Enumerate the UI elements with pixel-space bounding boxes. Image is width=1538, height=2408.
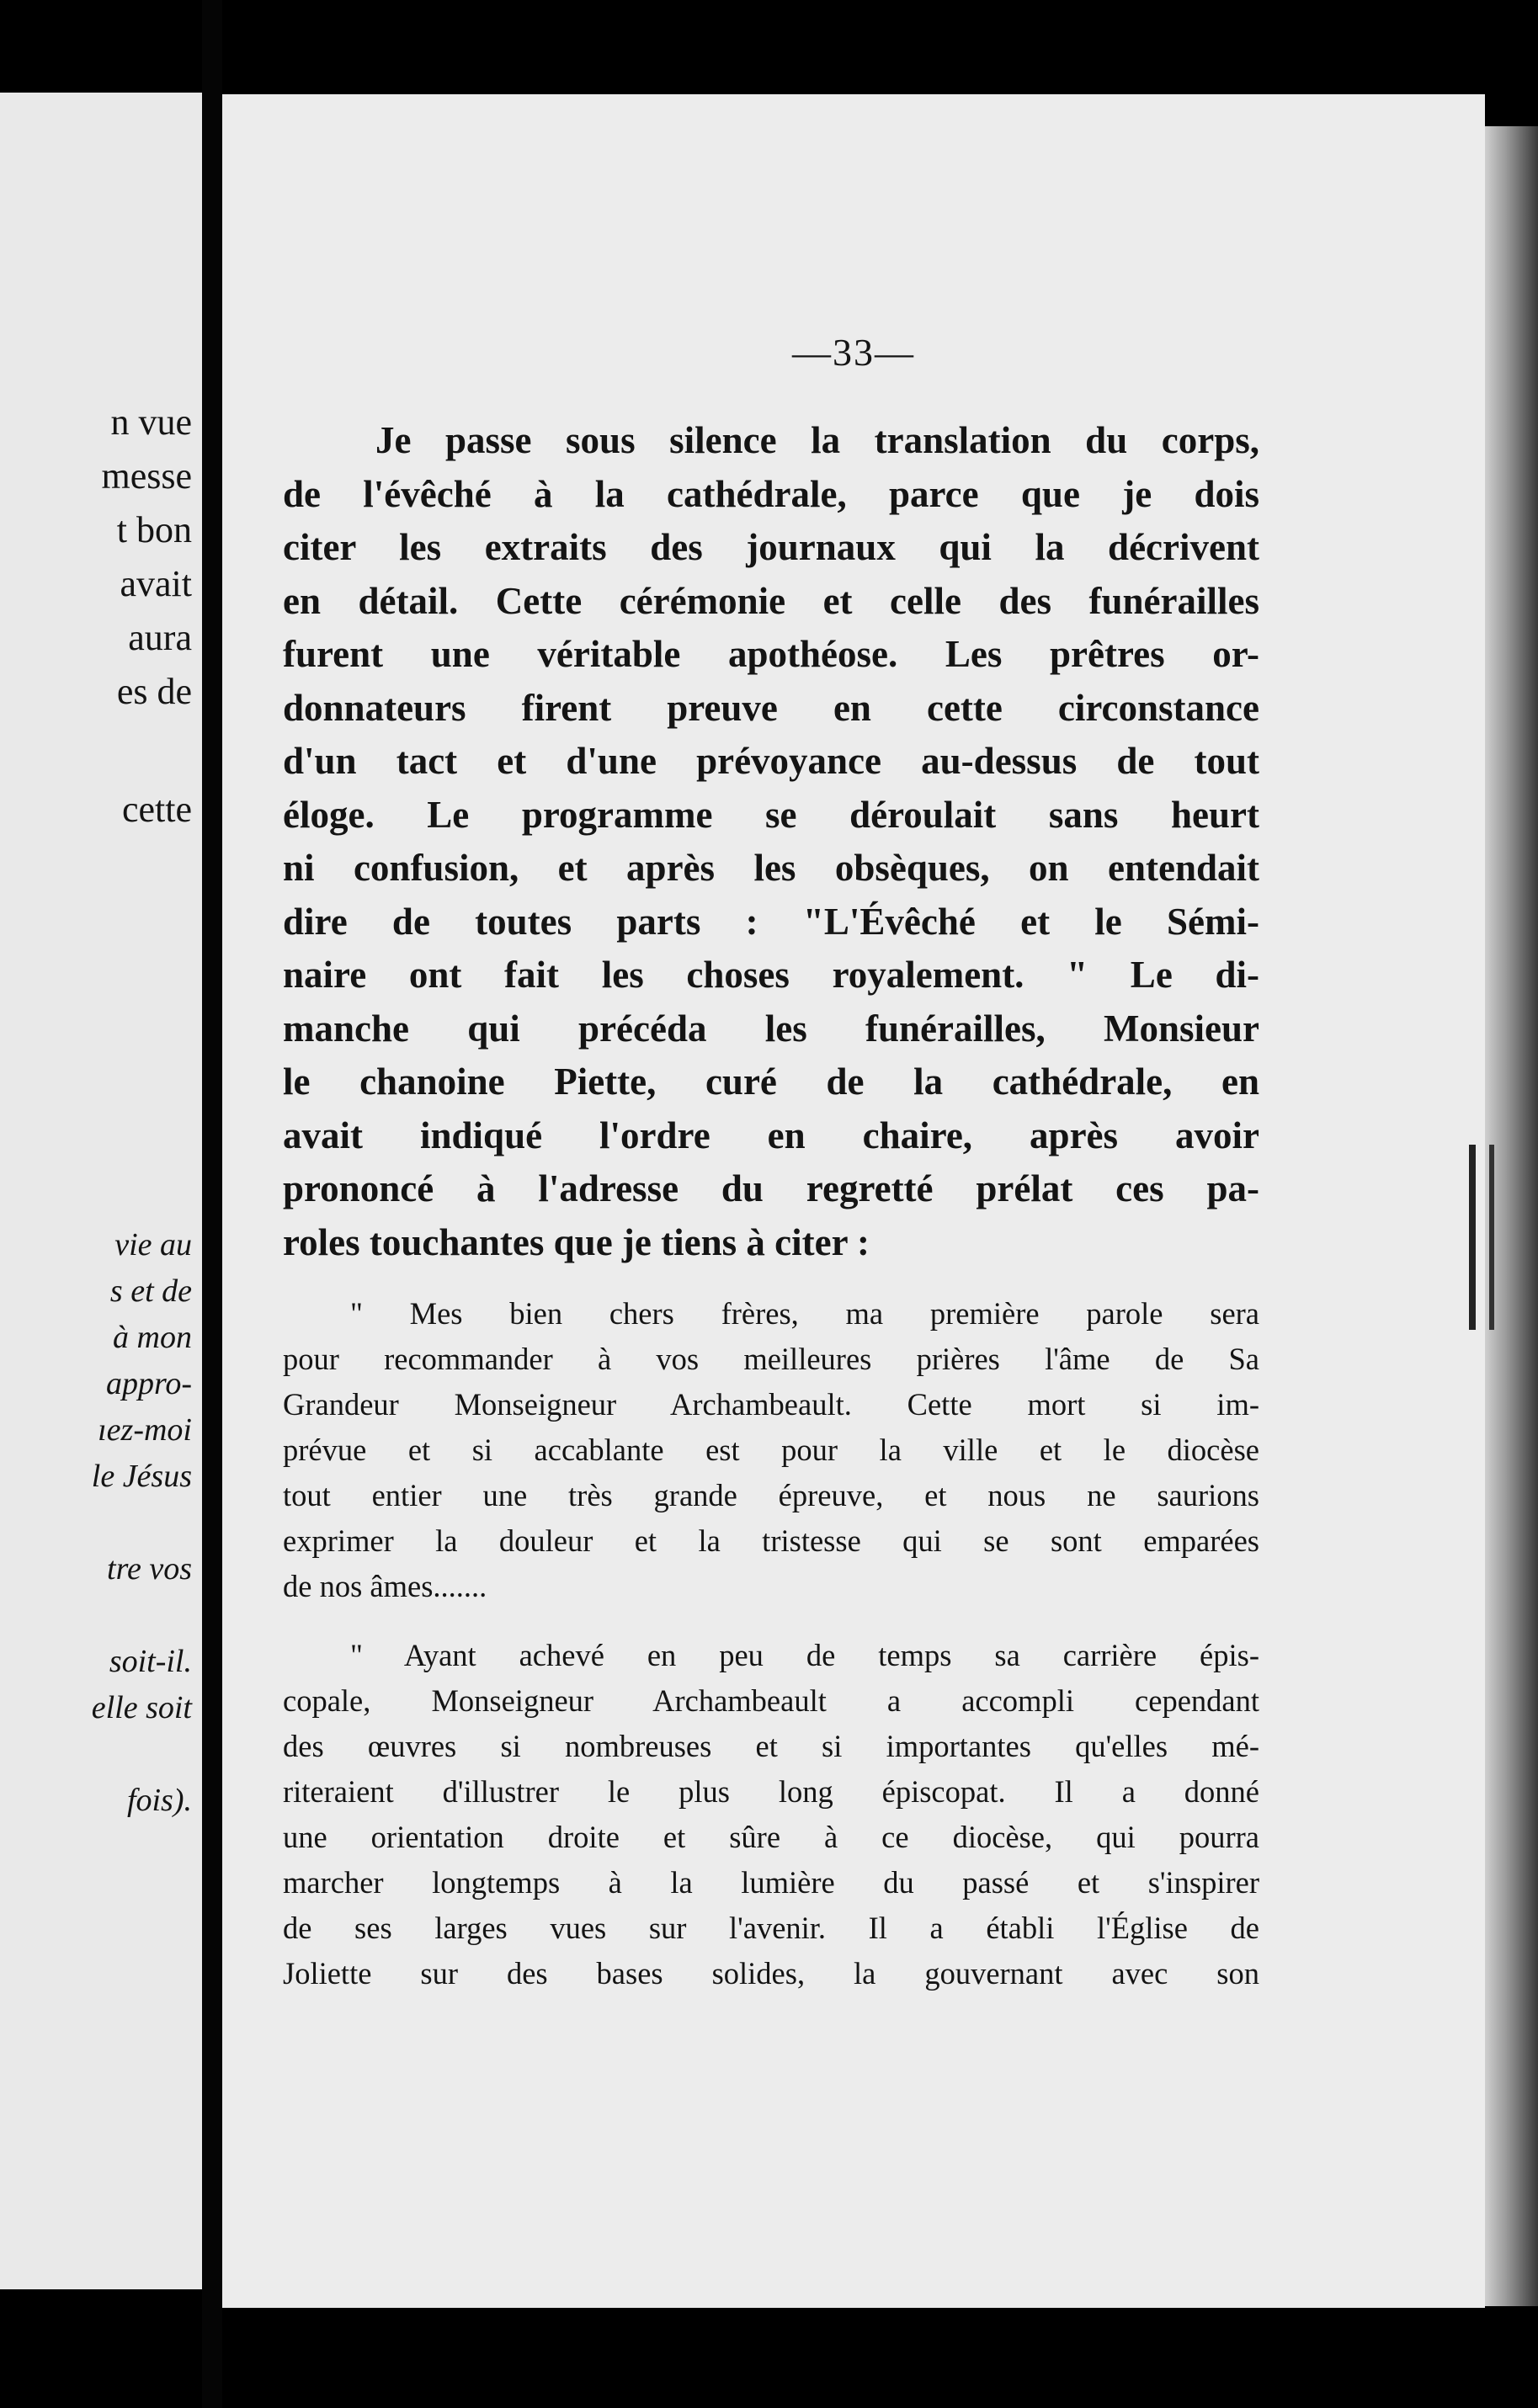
book-gutter bbox=[202, 0, 222, 2408]
quote-line: de ses larges vues sur l'avenir. Il a établi l'Église de bbox=[283, 1911, 1259, 1945]
text-line: donnateurs firent preuve en cette circonstance bbox=[283, 686, 1259, 729]
quote-line: pour recommander à vos meilleures prières l'âme de Sa bbox=[283, 1342, 1259, 1376]
left-page-line: cette bbox=[121, 789, 192, 830]
left-page-line: avait bbox=[120, 563, 192, 604]
page-body bbox=[283, 414, 1259, 1996]
left-page-line: appro- bbox=[105, 1366, 192, 1401]
quote-line: des œuvres si nombreuses et si importantes qu'elles mé- bbox=[283, 1729, 1259, 1763]
text-line: ni confusion, et après les obsèques, on entendait bbox=[283, 847, 1259, 889]
quote-line: Joliette sur des bases solides, la gouvernant avec son bbox=[283, 1956, 1259, 1991]
left-page-line: vie au bbox=[114, 1227, 192, 1262]
quote-line: copale, Monseigneur Archambeault a accompli cependant bbox=[283, 1683, 1259, 1718]
left-page-line: t bon bbox=[116, 509, 192, 550]
left-page-line: à mon bbox=[113, 1320, 192, 1355]
left-page-line: n vue bbox=[110, 401, 192, 443]
previous-page-fragment bbox=[0, 93, 202, 2289]
text-line: furent une véritable apothéose. Les prêtres or- bbox=[283, 633, 1259, 675]
quote-line: tout entier une très grande épreuve, et nous ne saurions bbox=[283, 1478, 1259, 1512]
left-page-line: es de bbox=[116, 671, 192, 712]
left-page-line: messe bbox=[101, 455, 192, 497]
left-page-line: ıez-moi bbox=[98, 1412, 192, 1448]
text-line: manche qui précéda les funérailles, Monsieur bbox=[283, 1007, 1259, 1050]
left-page-line: s et de bbox=[109, 1273, 192, 1309]
text-line: naire ont fait les choses royalement. " Le di- bbox=[283, 954, 1259, 996]
main-paragraph bbox=[283, 414, 1259, 1269]
quote-line: marcher longtemps à la lumière du passé et s'inspirer bbox=[283, 1865, 1259, 1900]
left-page-line: soit-il. bbox=[109, 1644, 192, 1679]
text-line: en détail. Cette cérémonie et celle des funérailles bbox=[283, 579, 1259, 622]
quotation-paragraph-2 bbox=[283, 1633, 1259, 1996]
text-line: Je passe sous silence la translation du corps, bbox=[375, 419, 1259, 461]
quote-line: " Ayant achevé en peu de temps sa carrière épis- bbox=[350, 1638, 1259, 1672]
quote-line: exprimer la douleur et la tristesse qui se sont emparées bbox=[283, 1523, 1259, 1558]
text-line: avait indiqué l'ordre en chaire, après avoir bbox=[283, 1114, 1259, 1156]
quotation-paragraph-1 bbox=[283, 1291, 1259, 1609]
text-line: citer les extraits des journaux qui la décrivent bbox=[283, 526, 1259, 568]
text-line: prononcé à l'adresse du regretté prélat ces pa- bbox=[283, 1167, 1259, 1209]
edge-mark bbox=[1469, 1145, 1494, 1330]
quote-line: " Mes bien chers frères, ma première parole sera bbox=[350, 1296, 1259, 1331]
left-page-line: le Jésus bbox=[91, 1459, 192, 1494]
text-line: éloge. Le programme se déroulait sans heurt bbox=[283, 793, 1259, 836]
left-page-line: tre vos bbox=[107, 1551, 192, 1587]
text-line: de l'évêché à la cathédrale, parce que je dois bbox=[283, 472, 1259, 515]
book-page bbox=[222, 94, 1485, 2308]
text-line: dire de toutes parts : "L'Évêché et le Sémi- bbox=[283, 900, 1259, 943]
left-page-line: aura bbox=[128, 617, 192, 658]
quote-line: une orientation droite et sûre à ce diocèse, qui pourra bbox=[283, 1820, 1259, 1854]
page-number: —33— bbox=[792, 331, 915, 374]
text-line: le chanoine Piette, curé de la cathédrale, en bbox=[283, 1060, 1259, 1103]
quote-line: Grandeur Monseigneur Archambeault. Cette mort si im- bbox=[283, 1387, 1259, 1422]
quote-line: riteraient d'illustrer le plus long épiscopat. Il a donné bbox=[283, 1774, 1259, 1809]
quote-line: de nos âmes....... bbox=[283, 1569, 487, 1603]
left-page-line: elle soit bbox=[91, 1690, 192, 1725]
left-page-line: fois). bbox=[126, 1783, 192, 1818]
text-line: roles touchantes que je tiens à citer : bbox=[283, 1220, 870, 1263]
quote-line: prévue et si accablante est pour la ville et le diocèse bbox=[283, 1433, 1259, 1467]
text-line: d'un tact et d'une prévoyance au-dessus de tout bbox=[283, 740, 1259, 782]
